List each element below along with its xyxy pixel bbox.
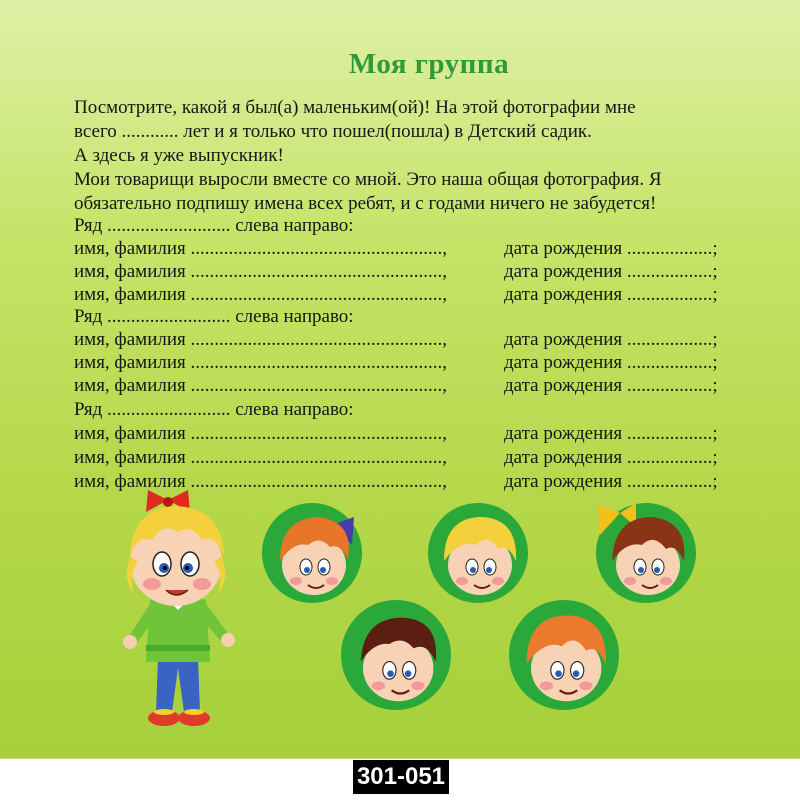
intro-line-2: всего ............ лет и я только что пошел(пошла) в Детский садик. [74, 121, 592, 142]
intro-line-3: А здесь я уже выпускник! [74, 145, 284, 166]
name-field: имя, фамилия ....................................................., [74, 238, 448, 259]
page-title: Моя группа [348, 48, 510, 80]
face-portrait-1 [262, 503, 362, 603]
product-code-label: 301-051 [353, 760, 449, 794]
name-field: имя, фамилия ....................................................., [74, 329, 448, 350]
face-portrait-3 [596, 503, 696, 603]
name-field: имя, фамилия ....................................................., [74, 284, 448, 305]
birth-field: дата рождения ..................; [504, 352, 718, 373]
standing-child-illustration [108, 490, 258, 740]
intro-line-1: Посмотрите, какой я был(а) маленьким(ой)! На этой фотографии мне [74, 97, 636, 118]
birth-field: дата рождения ..................; [504, 423, 718, 444]
birth-field: дата рождения ..................; [504, 375, 718, 396]
birth-field: дата рождения ..................; [504, 238, 718, 259]
name-field: имя, фамилия ....................................................., [74, 375, 448, 396]
birth-field: дата рождения ..................; [504, 329, 718, 350]
face-portrait-4 [341, 600, 451, 710]
birth-field: дата рождения ..................; [504, 447, 718, 468]
name-field: имя, фамилия ....................................................., [74, 352, 448, 373]
intro-line-5: обязательно подпишу имена всех ребят, и с годами ничего не забудется! [74, 193, 657, 214]
face-portrait-2 [428, 503, 528, 603]
intro-line-4: Мои товарищи выросли вместе со мной. Это наша общая фотография. Я [74, 169, 662, 190]
row-heading: Ряд .......................... слева направо: [74, 399, 354, 420]
birth-field: дата рождения ..................; [504, 261, 718, 282]
birth-field: дата рождения ..................; [504, 471, 718, 492]
face-portrait-5 [509, 600, 619, 710]
birth-field: дата рождения ..................; [504, 284, 718, 305]
name-field: имя, фамилия ....................................................., [74, 471, 448, 492]
name-field: имя, фамилия ....................................................., [74, 423, 448, 444]
row-heading: Ряд .......................... слева направо: [74, 306, 354, 327]
name-field: имя, фамилия ....................................................., [74, 447, 448, 468]
row-heading: Ряд .......................... слева направо: [74, 215, 354, 236]
name-field: имя, фамилия ....................................................., [74, 261, 448, 282]
